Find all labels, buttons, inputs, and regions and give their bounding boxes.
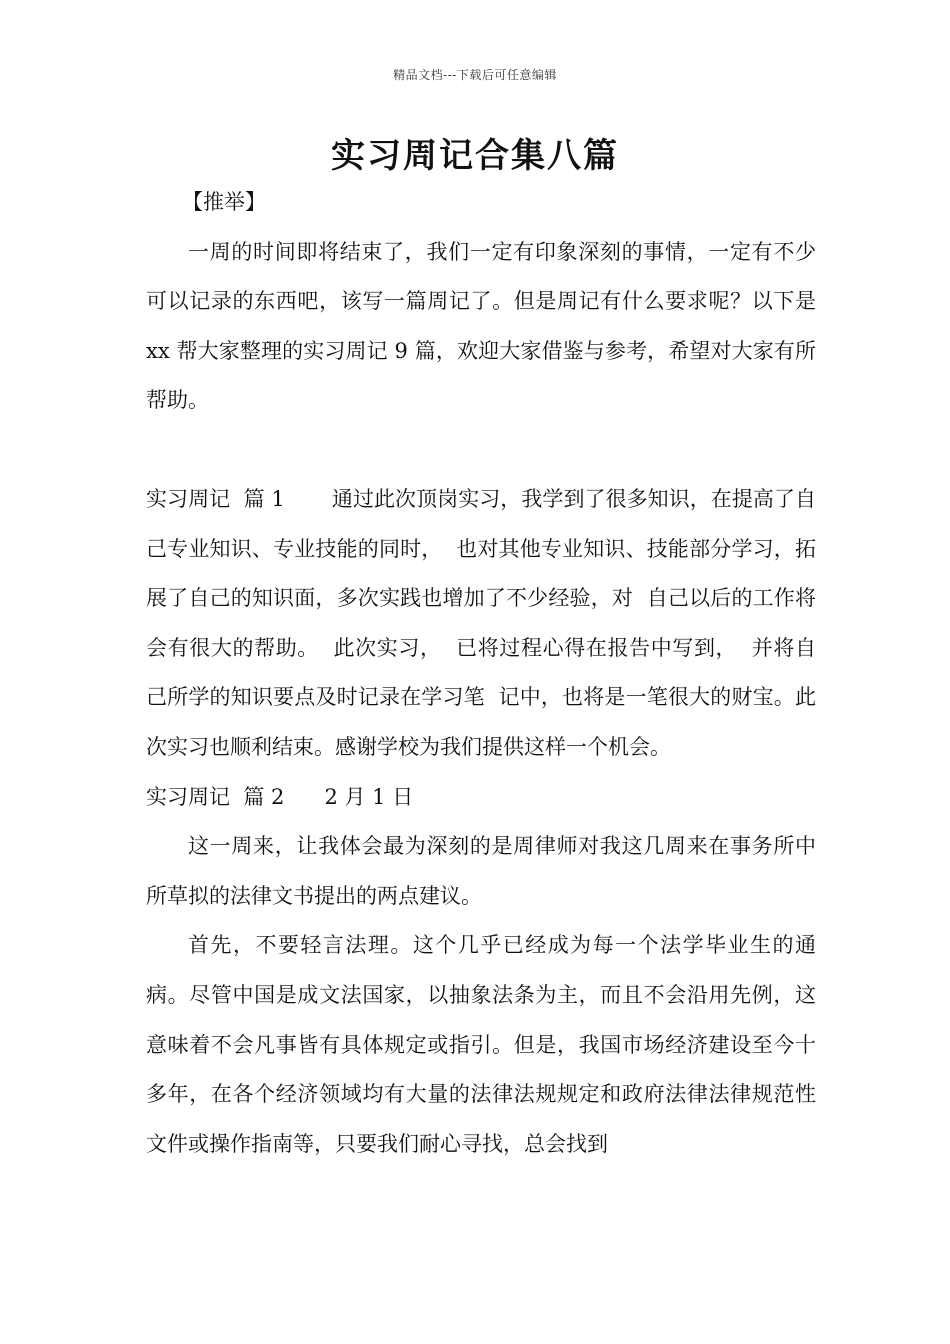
section-2-heading-line	[146, 773, 816, 823]
recommend-tag: 【推举】	[182, 190, 266, 214]
section-2-heading: 实习周记 篇 2	[146, 784, 285, 809]
document-body	[146, 178, 823, 1169]
section-2-date: 2 月 1 日	[324, 784, 414, 809]
section-2-paragraph-2: 首先，不要轻言法理。这个几乎已经成为每一个法学毕业生的通病。尽管中国是成文法国家，以抽象法条为主，而且不会沿用先例，这意味着不会凡事皆有具体规定或指引。但是，我国市场经济建设至今十多年，在各个经济领域均有大量的法律法规规定和政府法律法律规范性文件或操作指南等，只要我们耐心寻找，总会找到	[146, 933, 816, 1156]
section-2-spacer	[284, 785, 324, 809]
section-2-paragraph-1: 这一周来，让我体会最为深刻的是周律师对我这几周来在事务所中所草拟的法律文书提出的两点建议。	[146, 834, 816, 908]
intro-paragraph: 一周的时间即将结束了，我们一定有印象深刻的事情，一定有不少可以记录的东西吧，该写一篇周记了。但是周记有什么要求呢？以下是 xx 帮大家整理的实习周记 9 篇，欢迎大家借鉴与参考，希望对大家有所帮助。	[146, 239, 823, 413]
section-1-paragraph	[146, 475, 816, 773]
section-1-body: 通过此次顶岗实习，我学到了很多知识，在提高了自己专业知识、专业技能的同时， 也对其他专业知识、技能部分学习，拓展了自己的知识面，多次实践也增加了不少经验，对 自己以后的工作将会有很大的帮助。 此次实习， 已将过程心得在报告中写到， 并将自己所学的知识要点及时记录在学习笔 记中，也将是一笔很大的财宝。此次实习也顺利结束。感谢学校为我们提供这样一个机会。	[146, 486, 817, 759]
document-title: 实习周记合集八篇	[331, 136, 619, 176]
section-1-heading: 实习周记 篇 1	[146, 486, 285, 511]
page-header-note: 精品文档---下载后可任意编辑	[393, 68, 557, 82]
section-1-spacer	[285, 487, 332, 511]
